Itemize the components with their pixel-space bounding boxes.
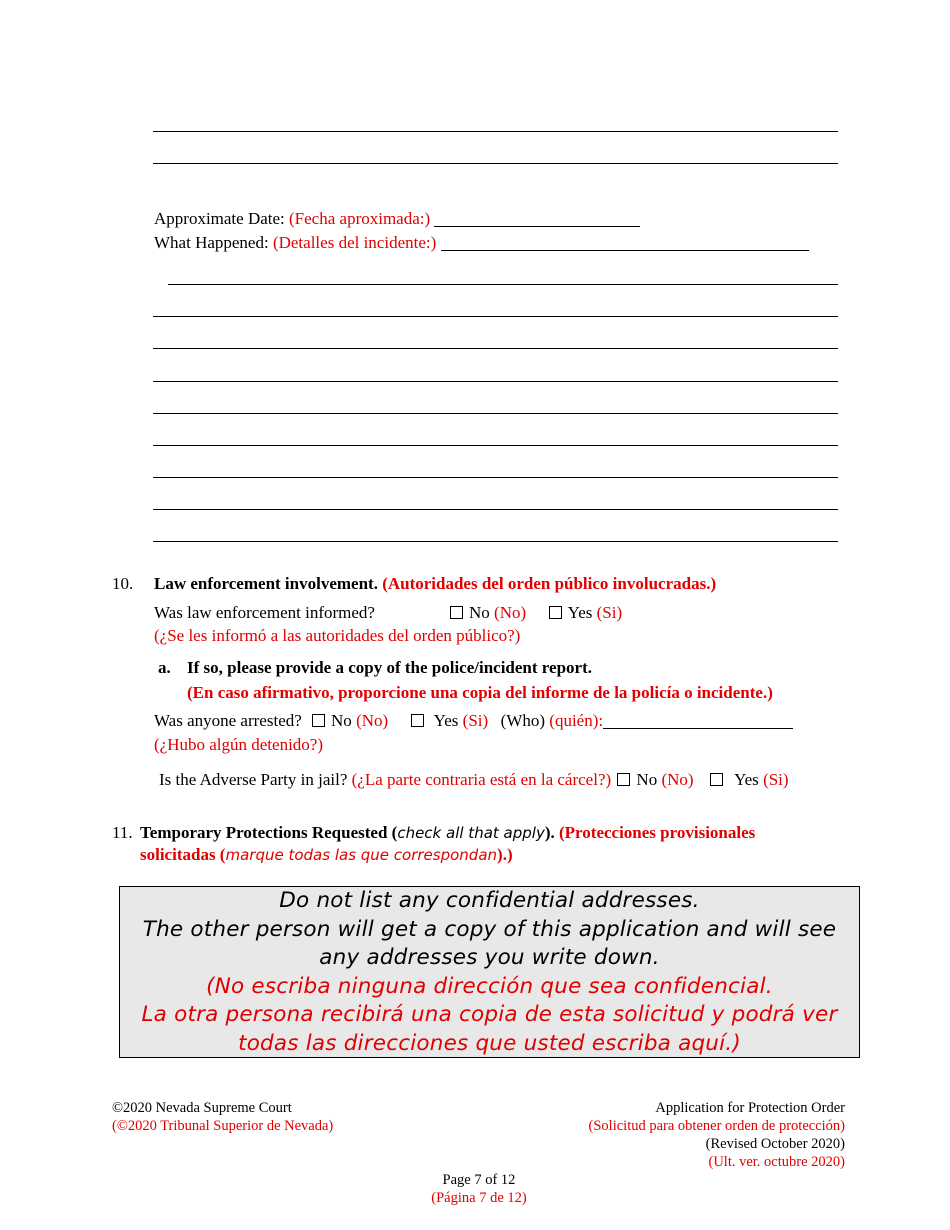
yes-label-es: (Si)	[462, 711, 489, 730]
yes-label-es: (Si)	[763, 770, 789, 789]
q11-title-es-1: (Protecciones provisionales	[559, 823, 756, 842]
arrested-question: Was anyone arrested?	[154, 711, 302, 730]
answer-line[interactable]	[153, 509, 838, 510]
answer-line[interactable]	[153, 163, 838, 164]
date-label-es: (Fecha aproximada:)	[289, 209, 431, 228]
q11-title-es-end: ).)	[497, 845, 513, 864]
arrested-yes-checkbox[interactable]	[411, 714, 424, 727]
q11-title: Temporary Protections Requested (	[140, 823, 398, 842]
q10-title: Law enforcement involvement.	[154, 574, 378, 593]
answer-line[interactable]	[153, 381, 838, 382]
informed-yes-checkbox[interactable]	[549, 606, 562, 619]
footer-form-name: Application for Protection Order	[655, 1100, 845, 1116]
no-label-es: (No)	[494, 603, 527, 622]
who-field[interactable]	[603, 712, 793, 729]
informed-no-checkbox[interactable]	[450, 606, 463, 619]
q10a-text-es: (En caso afirmativo, proporcione una copia del informe de la policía o incidente.)	[187, 683, 773, 702]
no-label-es: (No)	[356, 711, 389, 730]
informed-question-es: (¿Se les informó a las autoridades del orden público?)	[154, 626, 521, 645]
who-label: (Who)	[500, 711, 546, 730]
answer-line[interactable]	[153, 348, 838, 349]
yes-label: Yes	[734, 770, 759, 789]
informed-options	[450, 603, 622, 623]
answer-line[interactable]	[153, 541, 838, 542]
arrested-row	[154, 711, 793, 731]
what-happened-row	[154, 233, 809, 253]
no-label: No	[469, 603, 490, 622]
footer-revised: (Revised October 2020)	[705, 1136, 845, 1152]
notice-line-3-es: (No escriba ninguna dirección que sea confidencial.	[206, 973, 773, 999]
answer-line[interactable]	[153, 445, 838, 446]
informed-question: Was law enforcement informed?	[154, 603, 375, 622]
notice-line-1: Do not list any confidential addresses.	[279, 888, 700, 913]
page-number: Page 7 of 12	[442, 1172, 516, 1188]
answer-line[interactable]	[153, 413, 838, 414]
who-label-es: (quién):	[549, 711, 604, 730]
date-label: Approximate Date:	[154, 209, 285, 228]
footer-form-name-es: (Solicitud para obtener orden de protección)	[588, 1118, 845, 1134]
notice-line-4-es: La otra persona recibirá una copia de esta solicitud y podrá ver todas las direcciones que usted escriba aquí.)	[141, 1002, 838, 1056]
page-number-es: (Página 7 de 12)	[431, 1190, 527, 1206]
date-field[interactable]	[434, 210, 640, 227]
notice-line-2: The other person will get a copy of this application and will see any addresses you write down.	[142, 916, 837, 970]
no-label: No	[331, 711, 352, 730]
q11-heading	[140, 823, 755, 843]
confidential-address-notice	[119, 886, 860, 1058]
q10a-text: If so, please provide a copy of the police/incident report.	[187, 658, 592, 677]
q10-heading	[154, 574, 716, 594]
q11-title-italic: check all that apply	[397, 824, 545, 842]
no-label: No	[636, 770, 658, 789]
q11-number: 11.	[112, 823, 133, 842]
q11-title-es-2: solicitadas (	[140, 845, 226, 864]
yes-label: Yes	[567, 603, 593, 622]
jail-question-es: (¿La parte contraria está en la cárcel?)	[351, 770, 612, 789]
yes-label: Yes	[433, 711, 459, 730]
answer-line[interactable]	[153, 131, 838, 132]
what-label-es: (Detalles del incidente:)	[272, 233, 437, 252]
answer-line[interactable]	[153, 316, 838, 317]
approximate-date-row	[154, 209, 640, 229]
footer-page	[0, 1171, 950, 1207]
arrested-question-es: (¿Hubo algún detenido?)	[154, 735, 323, 754]
jail-question: Is the Adverse Party in jail?	[159, 770, 348, 789]
q10a-label: a.	[158, 658, 171, 677]
yes-label-es: (Si)	[596, 603, 623, 622]
footer-copyright: ©2020 Nevada Supreme Court	[112, 1100, 292, 1116]
arrested-no-checkbox[interactable]	[312, 714, 325, 727]
jail-yes-checkbox[interactable]	[710, 773, 723, 786]
q10-number: 10.	[112, 574, 134, 593]
footer-left	[112, 1099, 333, 1135]
answer-line[interactable]	[168, 284, 838, 285]
q11-heading-es	[140, 845, 513, 865]
what-happened-field[interactable]	[441, 234, 809, 251]
q11-title-end: ).	[544, 823, 555, 842]
footer-copyright-es: (©2020 Tribunal Superior de Nevada)	[112, 1118, 334, 1134]
jail-row	[159, 770, 789, 790]
no-label-es: (No)	[661, 770, 694, 789]
answer-line[interactable]	[153, 477, 838, 478]
what-label: What Happened:	[154, 233, 269, 252]
q11-title-es-italic: marque todas las que correspondan	[225, 846, 498, 864]
footer-revised-es: (Ult. ver. octubre 2020)	[708, 1154, 845, 1170]
q10-title-es: (Autoridades del orden público involucradas.)	[382, 574, 717, 593]
footer-right	[589, 1099, 845, 1171]
jail-no-checkbox[interactable]	[617, 773, 630, 786]
